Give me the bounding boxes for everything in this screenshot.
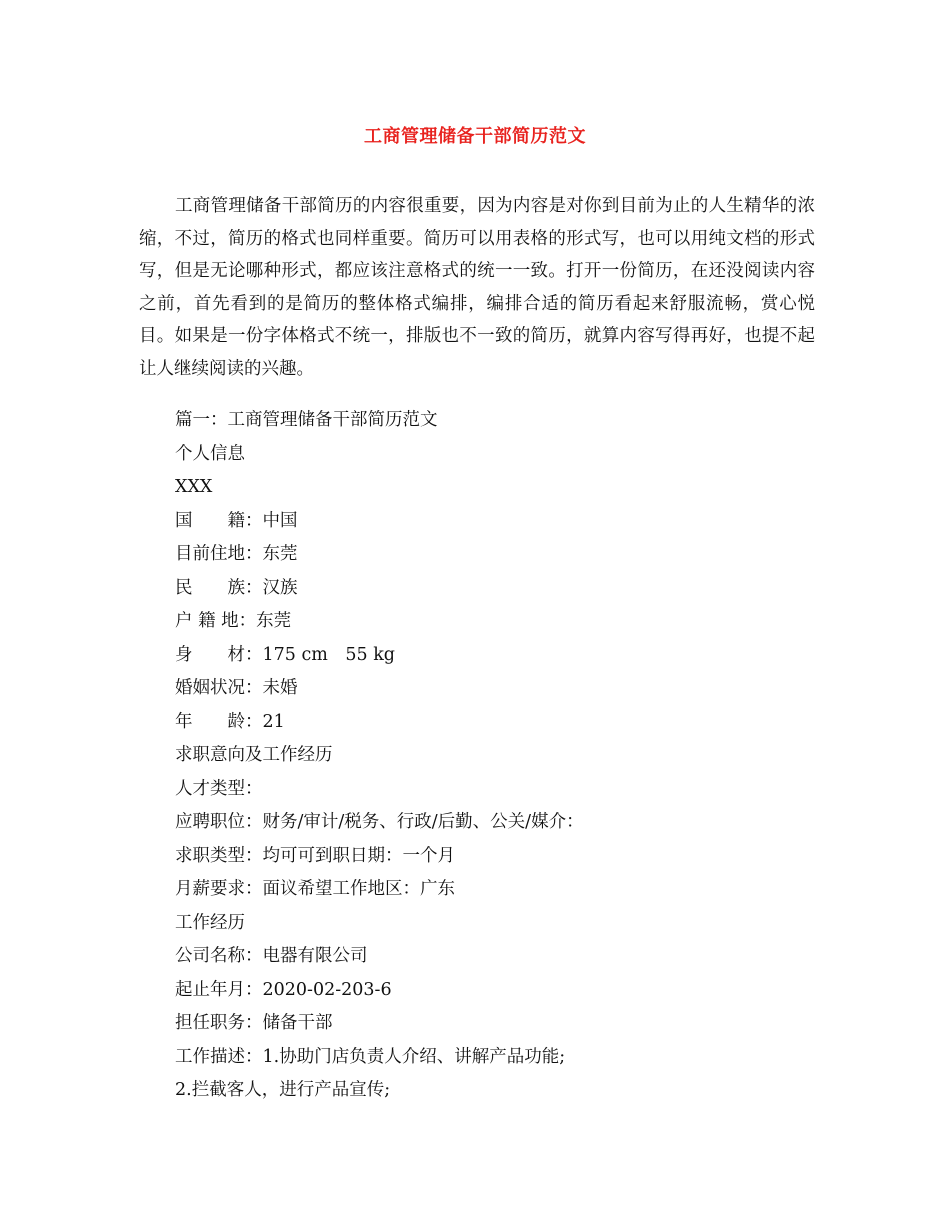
job-description-line: 工作描述：1.协助门店负责人介绍、讲解产品功能; (175, 1046, 566, 1067)
position-held-line: 担任职务：储备干部 (175, 1013, 333, 1033)
section-heading-job-intent: 求职意向及工作经历 (175, 745, 333, 765)
intro-paragraph: 工商管理储备干部简历的内容很重要，因为内容是对你到目前为止的人生精华的浓缩，不过，简历的格式也同样重要。简历可以用表格的形式写，也可以用纯文档的形式写，但是无论哪种形式，都应该注意格式的统一一致。打开一份简历，在还没阅读内容之前，首先看到的是简历的整体格式编排，编排合适的简历看起来舒服流畅，赏心悦目。如果是一份字体格式不统一，排版也不一致的简历，就算内容写得再好，也提不起让人继续阅读的兴趣。 (139, 196, 815, 379)
document-title: 工商管理储备干部简历范文 (364, 126, 586, 147)
job-description-item-2: 2.拦截客人，进行产品宣传; (175, 1080, 391, 1100)
resume-lines (175, 404, 584, 1108)
age-line: 年 龄：21 (175, 711, 285, 732)
applied-position-line: 应聘职位：财务/审计/税务、行政/后勤、公关/媒介： (175, 812, 584, 832)
physique-line: 身 材：175 cm 55 kg (175, 644, 395, 665)
marital-status-line: 婚姻状况：未婚 (175, 678, 298, 698)
residence-line: 目前住地：东莞 (175, 544, 298, 564)
section-heading-work-experience: 工作经历 (175, 912, 245, 933)
salary-line: 月薪要求：面议希望工作地区：广东 (175, 879, 455, 899)
talent-type-line: 人才类型： (175, 778, 263, 799)
nationality-line: 国 籍：中国 (175, 510, 298, 531)
section-heading-article-one: 篇一：工商管理储备干部简历范文 (175, 410, 438, 430)
company-name-line: 公司名称：电器有限公司 (175, 946, 368, 966)
job-type-line: 求职类型：均可可到职日期：一个月 (175, 845, 455, 866)
section-heading-personal-info: 个人信息 (175, 443, 245, 464)
ethnicity-line: 民 族：汉族 (175, 577, 298, 598)
period-line: 起止年月：2020-02-203-6 (175, 979, 392, 1000)
name-line: XXX (175, 477, 213, 497)
household-registration-line: 户 籍 地：东莞 (175, 611, 292, 631)
